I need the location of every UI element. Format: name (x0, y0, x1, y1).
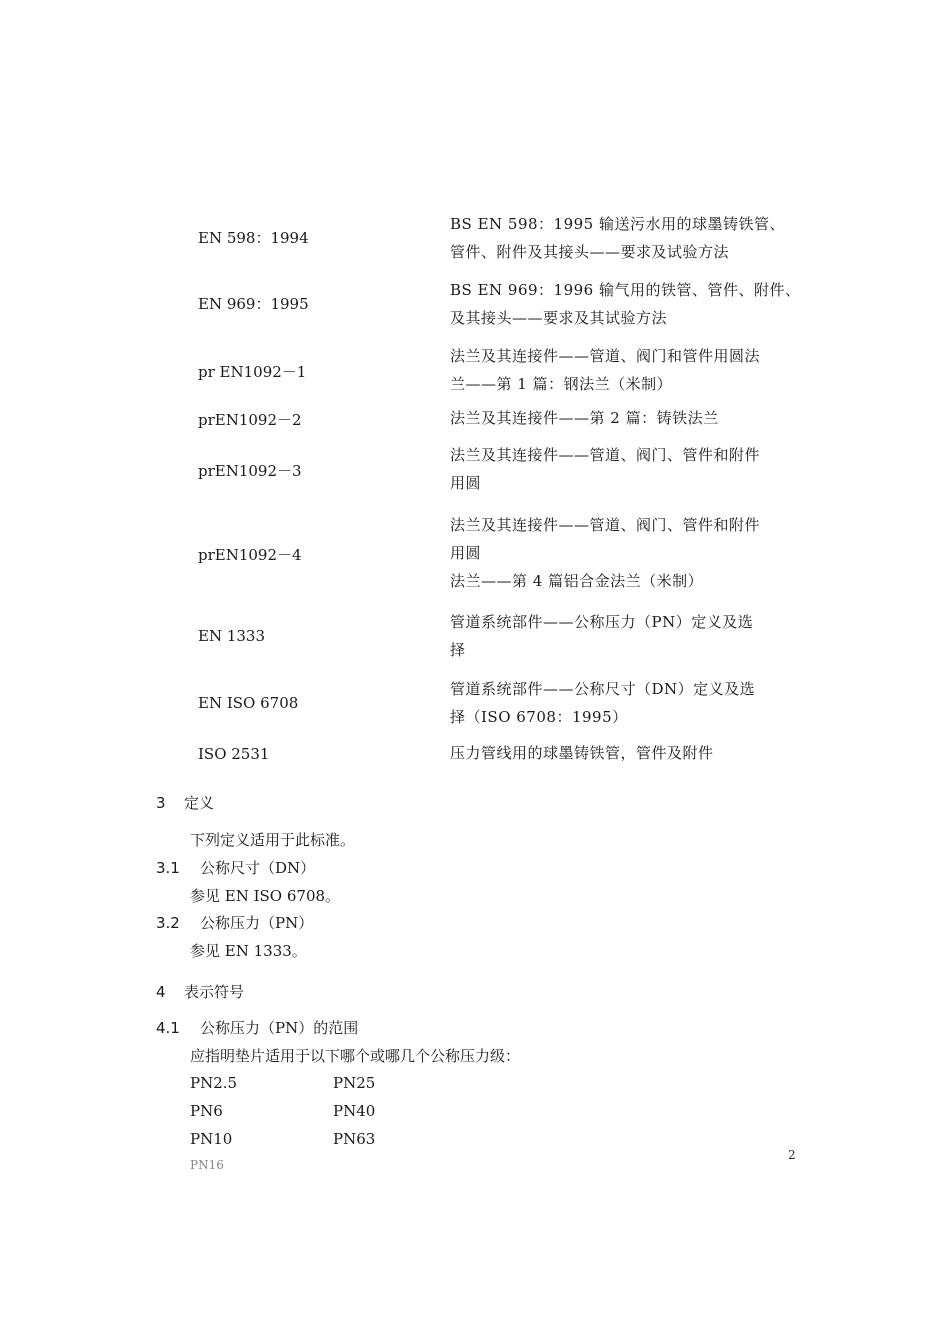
section-3-1-text: 参见 EN ISO 6708。 (190, 887, 341, 905)
section-4-1-heading (156, 1017, 358, 1038)
section-title: 表示符号 (184, 983, 245, 1001)
pn-class: PN63 (333, 1130, 376, 1148)
section-3-2-heading (156, 912, 313, 933)
reference-code: prEN1092－2 (198, 411, 302, 429)
section-title: 定义 (184, 794, 215, 812)
reference-title: BS EN 969：1996 输气用的铁管、管件、附件、 及其接头——要求及其试验方法 (450, 281, 801, 327)
reference-code: ISO 2531 (198, 745, 270, 763)
reference-code: EN 969：1995 (198, 295, 309, 313)
section-number: 3.2 (156, 914, 180, 932)
cut-off-text: PN16 (190, 1158, 224, 1172)
reference-row (198, 210, 798, 266)
section-number: 3 (156, 794, 166, 812)
reference-code: EN 1333 (198, 627, 266, 645)
page-number: 2 (788, 1148, 796, 1162)
reference-title: 管道系统部件——公称压力（PN）定义及选 择 (450, 613, 754, 659)
reference-code: EN ISO 6708 (198, 694, 299, 712)
section-number: 4.1 (156, 1019, 180, 1037)
pn-class: PN6 (190, 1102, 223, 1120)
reference-row (198, 675, 798, 731)
pn-class: PN25 (333, 1074, 376, 1092)
reference-code: EN 598：1994 (198, 229, 309, 247)
pn-class: PN2.5 (190, 1074, 238, 1092)
reference-row (198, 511, 798, 595)
reference-code: prEN1092－3 (198, 462, 302, 480)
pn-class: PN10 (190, 1130, 233, 1148)
reference-title: 法兰及其连接件——管道、阀门和管件用圆法 兰——第 1 篇：钢法兰（米制） (450, 347, 761, 393)
section-title: 公称尺寸（DN） (200, 859, 316, 877)
reference-title: 法兰及其连接件——管道、阀门、管件和附件 用圆 (450, 446, 761, 492)
reference-row (198, 342, 798, 398)
reference-row (198, 276, 801, 332)
reference-title: BS EN 598：1995 输送污水用的球墨铸铁管、 管件、附件及其接头——要求及试验方法 (450, 215, 785, 261)
section-4-1-text: 应指明垫片适用于以下哪个或哪几个公称压力级： (190, 1047, 521, 1065)
section-3-intro: 下列定义适用于此标准。 (190, 831, 356, 849)
reference-title: 法兰及其连接件——第 2 篇：铸铁法兰 (450, 409, 719, 427)
reference-code: pr EN1092－1 (198, 363, 307, 381)
reference-row (198, 404, 798, 432)
reference-title: 法兰及其连接件——管道、阀门、管件和附件 用圆 法兰——第 4 篇铝合金法兰（米制） (450, 516, 761, 590)
reference-row (198, 441, 798, 497)
section-title: 公称压力（PN）的范围 (200, 1019, 359, 1037)
section-3-heading (156, 792, 214, 813)
reference-row (198, 608, 798, 664)
section-number: 3.1 (156, 859, 180, 877)
section-4-heading (156, 981, 244, 1002)
section-3-2-text: 参见 EN 1333。 (190, 942, 307, 960)
pn-class: PN40 (333, 1102, 376, 1120)
reference-title: 压力管线用的球墨铸铁管，管件及附件 (450, 744, 714, 762)
reference-title: 管道系统部件——公称尺寸（DN）定义及选 择（ISO 6708：1995） (450, 680, 756, 726)
section-title: 公称压力（PN） (200, 914, 314, 932)
reference-row (198, 739, 798, 767)
section-3-1-heading (156, 857, 315, 878)
reference-code: prEN1092－4 (198, 546, 302, 564)
section-number: 4 (156, 983, 166, 1001)
